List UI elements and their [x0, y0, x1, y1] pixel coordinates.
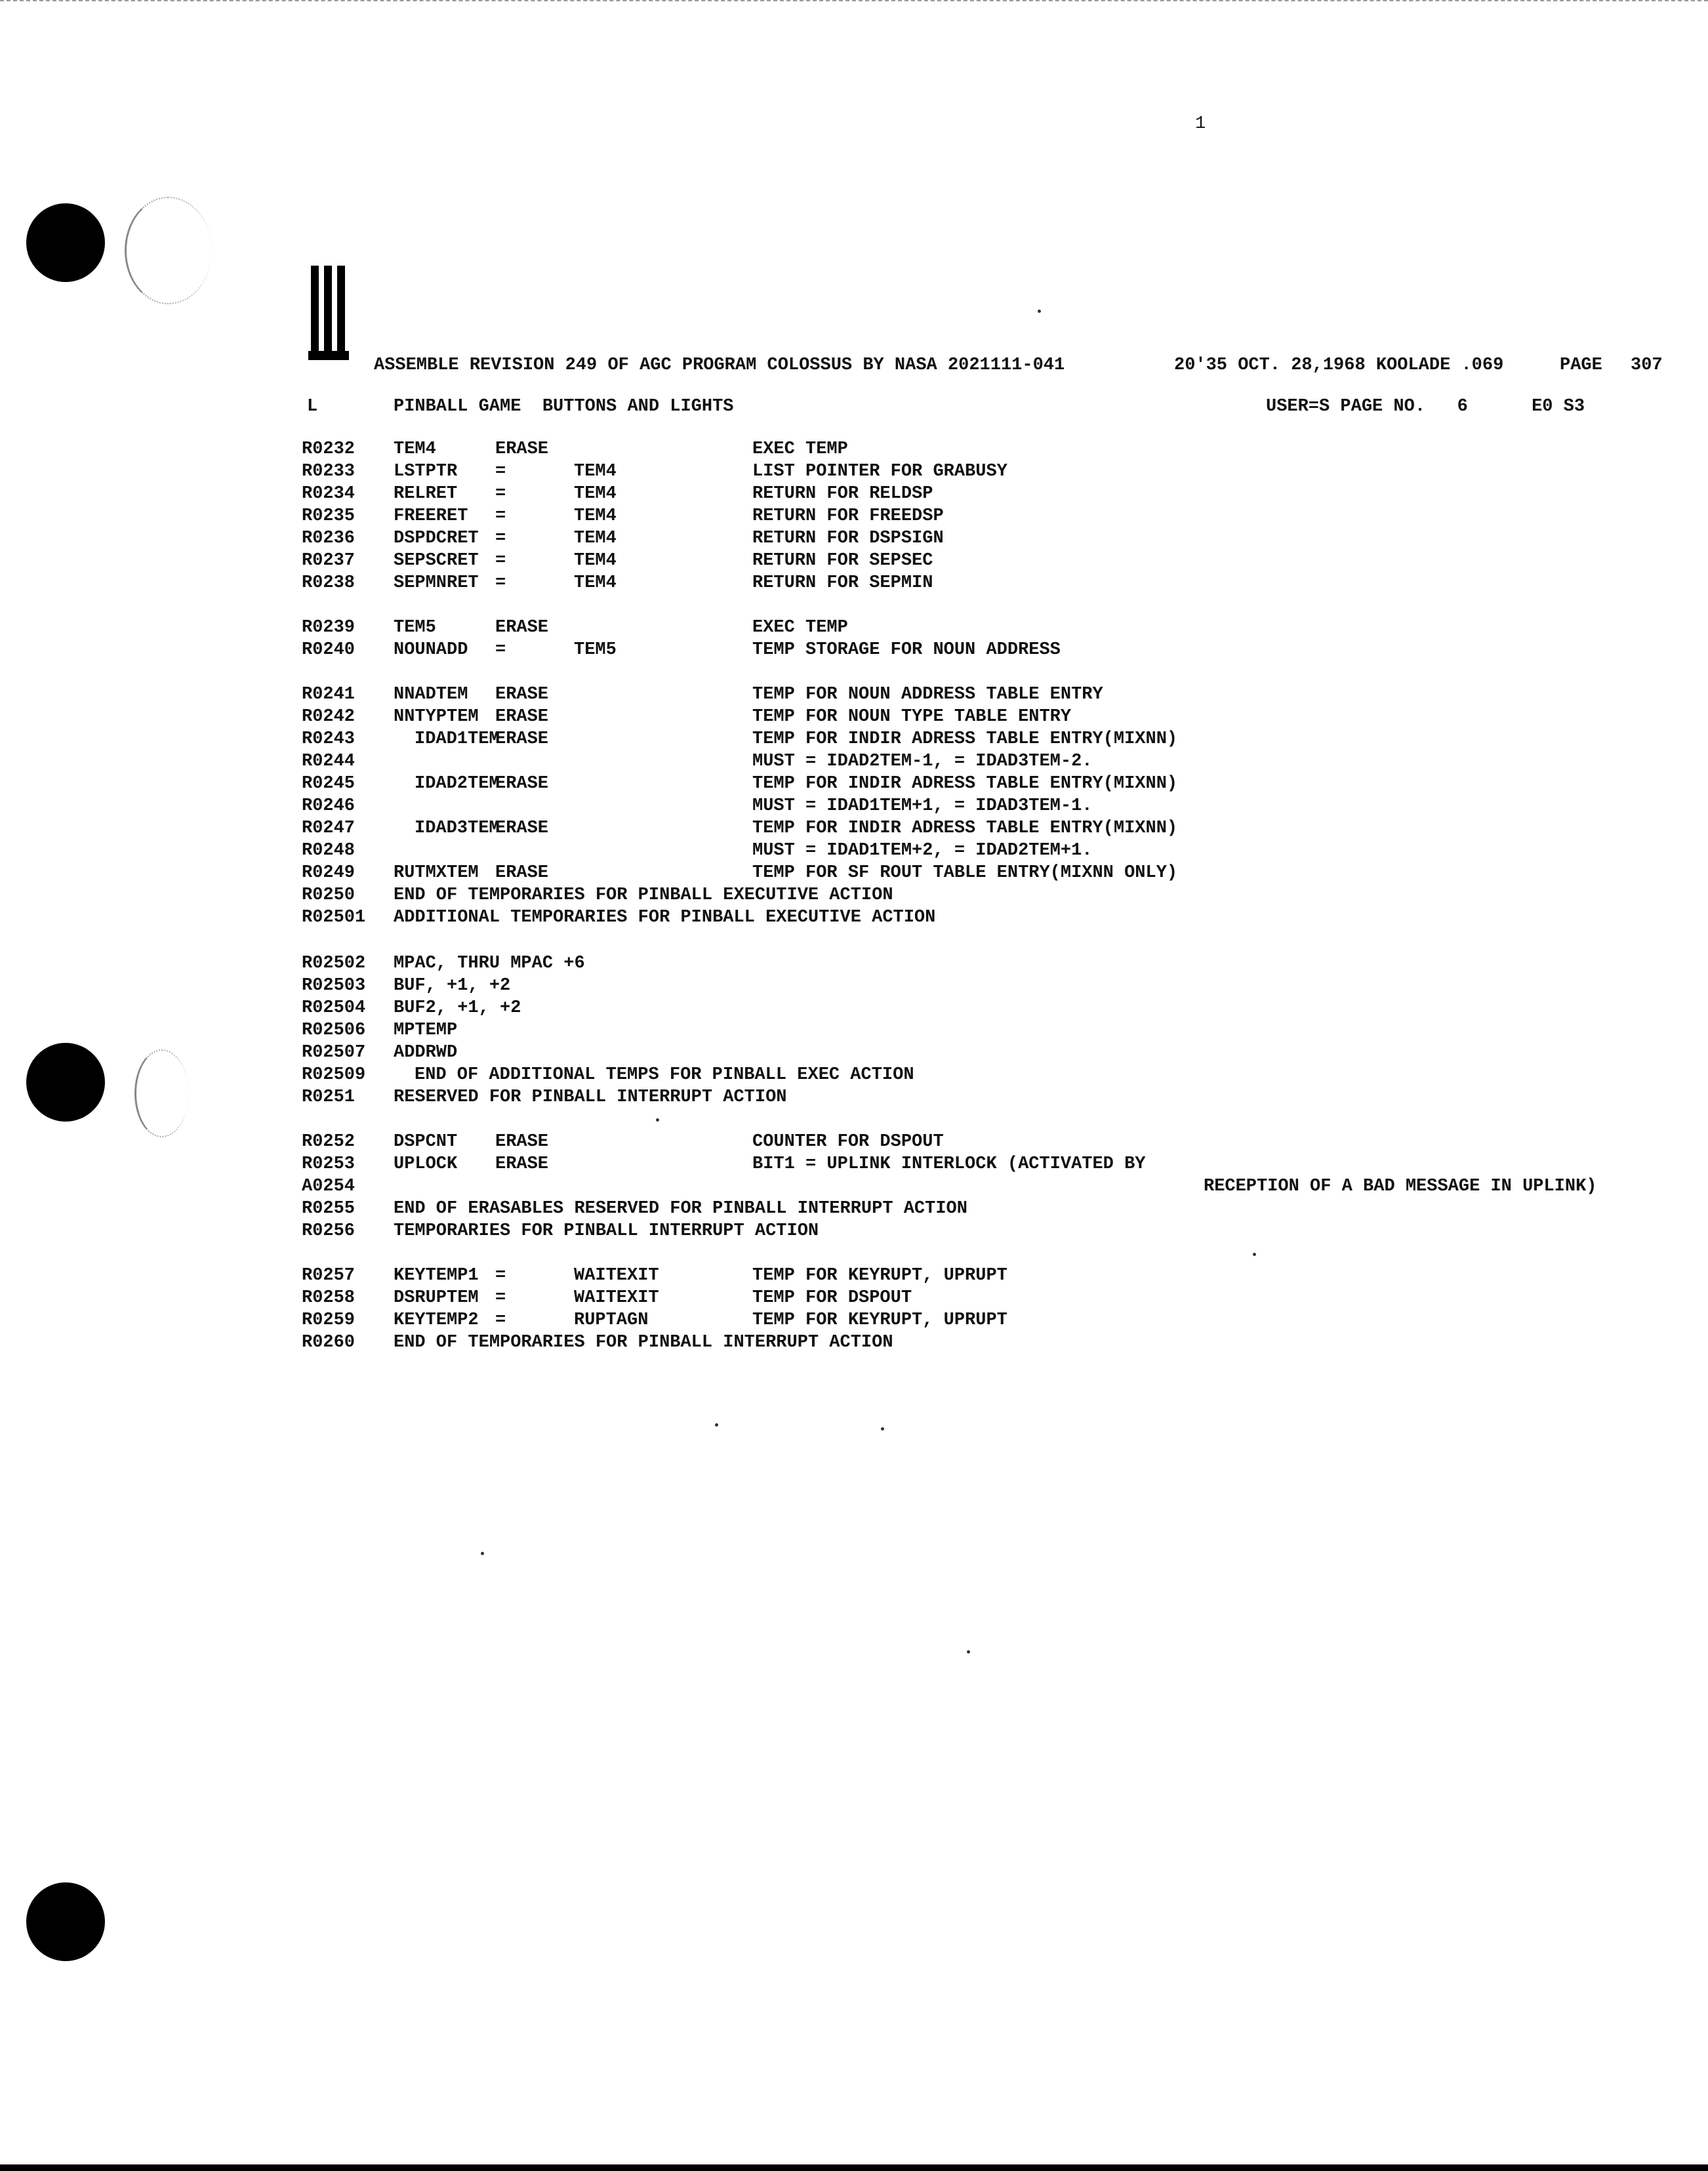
section-letter: L — [307, 397, 318, 416]
line-id: R0239 — [302, 618, 356, 638]
opcode: = — [495, 506, 506, 526]
line-id: R0237 — [302, 551, 356, 571]
comment-line: END OF TEMPORARIES FOR PINBALL INTERRUPT ACTION — [394, 1333, 893, 1352]
comment: RETURN FOR FREEDSP — [752, 506, 944, 526]
comment: EXEC TEMP — [752, 618, 848, 638]
scan-speck — [1038, 310, 1041, 313]
scan-speck — [881, 1427, 884, 1430]
opcode: ERASE — [495, 729, 549, 749]
opcode: = — [495, 484, 506, 504]
line-id: R0246 — [302, 796, 356, 816]
symbol-name: KEYTEMP1 — [394, 1266, 479, 1286]
opcode: ERASE — [495, 863, 549, 883]
comment: TEMP FOR KEYRUPT, UPRUPT — [752, 1266, 1007, 1286]
user-page-number: USER=S PAGE NO. 6 E0 S3 — [1266, 397, 1585, 416]
comment-line: END OF ERASABLES RESERVED FOR PINBALL INTERRUPT ACTION — [394, 1199, 967, 1219]
line-id: R0253 — [302, 1154, 356, 1174]
operand: TEM4 — [574, 506, 617, 526]
symbol-name: DSPDCRET — [394, 529, 479, 548]
binder-hole-top — [26, 203, 105, 282]
opcode: = — [495, 529, 506, 548]
line-id: R0247 — [302, 819, 356, 838]
binder-hole-shadow-middle — [134, 1049, 189, 1137]
opcode: = — [495, 1288, 506, 1308]
comment: TEMP FOR SF ROUT TABLE ENTRY(MIXNN ONLY) — [752, 863, 1178, 883]
line-id: R0257 — [302, 1266, 356, 1286]
line-id: R0232 — [302, 439, 356, 459]
line-id: R0245 — [302, 774, 356, 794]
opcode: ERASE — [495, 707, 549, 727]
operand: WAITEXIT — [574, 1266, 659, 1286]
line-id: R0248 — [302, 841, 356, 861]
comment: LIST POINTER FOR GRABUSY — [752, 462, 1007, 481]
line-id: R0240 — [302, 640, 356, 660]
line-id: R0256 — [302, 1221, 356, 1241]
line-id: R0258 — [302, 1288, 356, 1308]
comment: MUST = IDAD1TEM+2, = IDAD2TEM+1. — [752, 841, 1093, 861]
comment-line: BUF2, +1, +2 — [394, 998, 521, 1018]
line-id: R02502 — [302, 954, 366, 973]
line-id: R0243 — [302, 729, 356, 749]
comment-line: MPAC, THRU MPAC +6 — [394, 954, 585, 973]
page-label: PAGE — [1560, 355, 1602, 375]
symbol-name: KEYTEMP2 — [394, 1310, 479, 1330]
scan-speck — [1253, 1253, 1256, 1256]
operand: TEM5 — [574, 640, 617, 660]
symbol-name: IDAD3TEM — [415, 819, 500, 838]
comment: RETURN FOR SEPMIN — [752, 573, 933, 593]
line-id: R0249 — [302, 863, 356, 883]
comment-line: TEMPORARIES FOR PINBALL INTERRUPT ACTION — [394, 1221, 819, 1241]
comment: RETURN FOR DSPSIGN — [752, 529, 944, 548]
line-id: R0244 — [302, 752, 356, 771]
assembly-title: ASSEMBLE REVISION 249 OF AGC PROGRAM COLOSSUS BY NASA 2021111-041 — [374, 355, 1065, 375]
opcode: = — [495, 1310, 506, 1330]
binder-hole-middle — [26, 1043, 105, 1122]
line-id: R0242 — [302, 707, 356, 727]
line-id: R0234 — [302, 484, 356, 504]
stray-mark: 1 — [1195, 114, 1206, 134]
comment: MUST = IDAD2TEM-1, = IDAD3TEM-2. — [752, 752, 1093, 771]
opcode: ERASE — [495, 618, 549, 638]
symbol-name: TEM4 — [394, 439, 436, 459]
operand: TEM4 — [574, 462, 617, 481]
symbol-name: DSRUPTEM — [394, 1288, 479, 1308]
opcode: = — [495, 462, 506, 481]
opcode: ERASE — [495, 819, 549, 838]
comment-line: MPTEMP — [394, 1021, 458, 1040]
comment: TEMP FOR INDIR ADRESS TABLE ENTRY(MIXNN) — [752, 729, 1178, 749]
comment-line: BUF, +1, +2 — [394, 976, 511, 996]
symbol-name: SEPMNRET — [394, 573, 479, 593]
symbol-name: FREERET — [394, 506, 468, 526]
line-id: R02509 — [302, 1065, 366, 1085]
line-id: R0241 — [302, 685, 356, 704]
opcode: = — [495, 551, 506, 571]
symbol-name: RUTMXTEM — [394, 863, 479, 883]
line-id: R02504 — [302, 998, 366, 1018]
comment: COUNTER FOR DSPOUT — [752, 1132, 944, 1152]
operand: TEM4 — [574, 484, 617, 504]
page-number: 307 — [1631, 355, 1663, 375]
operand: TEM4 — [574, 551, 617, 571]
comment: TEMP FOR DSPOUT — [752, 1288, 912, 1308]
symbol-name: IDAD2TEM — [415, 774, 500, 794]
symbol-name: NOUNADD — [394, 640, 468, 660]
opcode: ERASE — [495, 1132, 549, 1152]
comment: TEMP STORAGE FOR NOUN ADDRESS — [752, 640, 1061, 660]
comment: TEMP FOR NOUN TYPE TABLE ENTRY — [752, 707, 1072, 727]
line-id: R02501 — [302, 908, 366, 927]
operand: WAITEXIT — [574, 1288, 659, 1308]
line-id: R0251 — [302, 1087, 356, 1107]
line-id: R0259 — [302, 1310, 356, 1330]
scan-speck — [481, 1552, 484, 1555]
symbol-name: NNTYPTEM — [394, 707, 479, 727]
symbol-name: SEPSCRET — [394, 551, 479, 571]
scan-speck — [656, 1118, 659, 1122]
symbol-name: IDAD1TEM — [415, 729, 500, 749]
operand: RUPTAGN — [574, 1310, 649, 1330]
symbol-name: LSTPTR — [394, 462, 458, 481]
line-id: R0260 — [302, 1333, 356, 1352]
comment: EXEC TEMP — [752, 439, 848, 459]
line-id: R0250 — [302, 885, 356, 905]
symbol-name: DSPCNT — [394, 1132, 458, 1152]
line-id: R0252 — [302, 1132, 356, 1152]
symbol-name: TEM5 — [394, 618, 436, 638]
binder-hole-shadow-top — [125, 197, 212, 304]
comment-line: RECEPTION OF A BAD MESSAGE IN UPLINK) — [1204, 1177, 1597, 1196]
comment-line: END OF TEMPORARIES FOR PINBALL EXECUTIVE ACTION — [394, 885, 893, 905]
assembly-date: 20'35 OCT. 28,1968 KOOLADE .069 — [1174, 355, 1504, 375]
scan-speck — [967, 1650, 970, 1654]
opcode: = — [495, 573, 506, 593]
operand: TEM4 — [574, 529, 617, 548]
comment: RETURN FOR RELDSP — [752, 484, 933, 504]
comment: TEMP FOR INDIR ADRESS TABLE ENTRY(MIXNN) — [752, 774, 1178, 794]
comment: TEMP FOR INDIR ADRESS TABLE ENTRY(MIXNN) — [752, 819, 1178, 838]
line-id: R02506 — [302, 1021, 366, 1040]
comment-line: RESERVED FOR PINBALL INTERRUPT ACTION — [394, 1087, 787, 1107]
comment-line: ADDRWD — [394, 1043, 458, 1063]
section-line — [0, 396, 1708, 418]
comment: BIT1 = UPLINK INTERLOCK (ACTIVATED BY — [752, 1154, 1146, 1174]
opcode: ERASE — [495, 439, 549, 459]
opcode: ERASE — [495, 774, 549, 794]
comment: TEMP FOR NOUN ADDRESS TABLE ENTRY — [752, 685, 1103, 704]
opcode: = — [495, 1266, 506, 1286]
printer-bar-mark — [308, 266, 352, 364]
symbol-name: UPLOCK — [394, 1154, 458, 1174]
section-title: PINBALL GAME BUTTONS AND LIGHTS — [394, 397, 734, 416]
opcode: = — [495, 640, 506, 660]
line-id: A0254 — [302, 1177, 356, 1196]
line-id: R0236 — [302, 529, 356, 548]
symbol-name: NNADTEM — [394, 685, 468, 704]
header-line — [0, 354, 1708, 376]
operand: TEM4 — [574, 573, 617, 593]
line-id: R0235 — [302, 506, 356, 526]
comment: MUST = IDAD1TEM+1, = IDAD3TEM-1. — [752, 796, 1093, 816]
comment-line: ADDITIONAL TEMPORARIES FOR PINBALL EXECUTIVE ACTION — [394, 908, 936, 927]
comment: TEMP FOR KEYRUPT, UPRUPT — [752, 1310, 1007, 1330]
binder-hole-bottom — [26, 1882, 105, 1961]
opcode: ERASE — [495, 685, 549, 704]
comment: RETURN FOR SEPSEC — [752, 551, 933, 571]
line-id: R0255 — [302, 1199, 356, 1219]
line-id: R0238 — [302, 573, 356, 593]
line-id: R02507 — [302, 1043, 366, 1063]
scan-speck — [715, 1423, 718, 1427]
line-id: R0233 — [302, 462, 356, 481]
symbol-name: RELRET — [394, 484, 458, 504]
comment-line: END OF ADDITIONAL TEMPS FOR PINBALL EXEC ACTION — [415, 1065, 914, 1085]
line-id: R02503 — [302, 976, 366, 996]
opcode: ERASE — [495, 1154, 549, 1174]
